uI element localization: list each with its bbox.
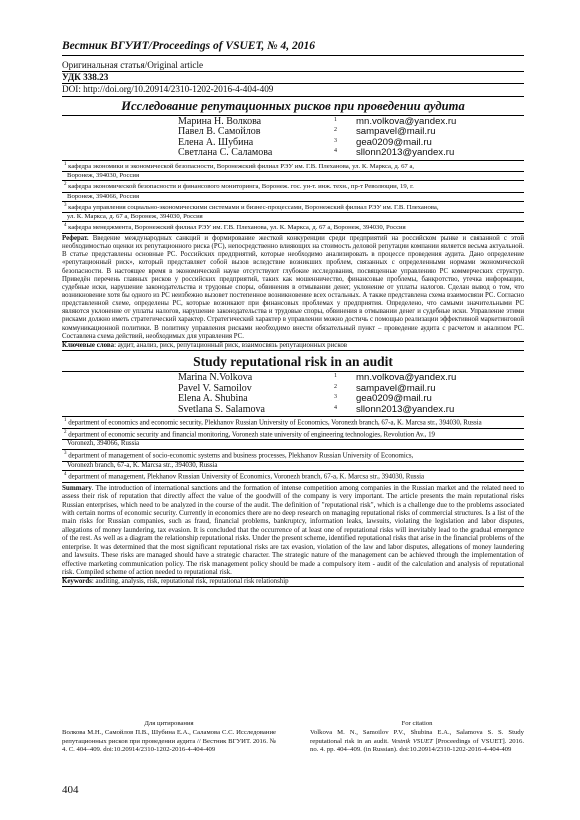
- author-sup: 3: [334, 137, 337, 144]
- affiliations-en: [62, 416, 524, 483]
- author-row: [178, 405, 524, 415]
- author-name: Svetlana S. Salamova: [178, 403, 265, 415]
- author-name: Марина Н. Волкова: [178, 116, 262, 127]
- article-title-ru: Исследование репутационных рисков при проведении аудита: [62, 96, 524, 116]
- keywords-text-ru: : аудит, анализ, риск, репутационный риск, взаимосвязь репутационных рисков: [114, 341, 348, 349]
- affiliation-line: Воронеж, 394030, Россия: [62, 172, 524, 181]
- abstract-label-en: Summary: [62, 483, 92, 492]
- author-name: Елена А. Шубина: [178, 136, 254, 148]
- citation-text-ru: Волкова М.Н., Самойлов П.В., Шубина Е.А., Саламова С.С. Исследование репутационных рисков при проведении аудита // Вестник ВГУИТ. 2016. № 4. С. 404–409. doi:10.20914/2310-1202-2016-4-404-409: [62, 729, 276, 753]
- author-email[interactable]: gea0209@mail.ru: [356, 393, 432, 405]
- keywords-en: [62, 578, 524, 588]
- article-type: Оригинальная статья/Original article: [62, 60, 524, 72]
- citation-heading-ru: Для цитирования: [144, 720, 194, 727]
- abstract-en: [62, 483, 524, 578]
- affiliation-line: $^1$ кафедра экономики и экономической безопасности, Воронежский филиал РЭУ им. Г.В. Плеханова, ул. К. Маркса, д. 67 а,: [62, 161, 524, 172]
- citation-en: [310, 720, 524, 754]
- affiliation-sup: 2: [64, 182, 67, 188]
- author-email[interactable]: sampavel@mail.ru: [356, 126, 436, 138]
- author-name: Elena A. Shubina: [178, 393, 248, 405]
- author-email[interactable]: gea0209@mail.ru: [356, 136, 432, 148]
- author-email[interactable]: sllonn2013@yandex.ru: [356, 403, 455, 415]
- author-name: Marina N.Volkova: [178, 372, 253, 384]
- affiliation-sup: 1: [64, 161, 67, 167]
- affiliation-sup: 4: [64, 223, 67, 229]
- author-name: Pavel V. Samoilov: [178, 382, 252, 394]
- affiliation-sup: 3: [64, 202, 67, 208]
- affiliation-sup: 4: [64, 471, 67, 477]
- affiliation-line: Воронеж, 394066, Россия: [62, 193, 524, 202]
- author-email[interactable]: sllonn2013@yandex.ru: [356, 147, 455, 159]
- author-email[interactable]: mn.volkova@yandex.ru: [356, 372, 457, 384]
- author-sup: 2: [334, 127, 337, 134]
- affiliation-sup: 2: [64, 429, 67, 435]
- doi[interactable]: DOI: http://doi.org/10.20914/2310-1202-2016-4-404-409: [62, 84, 274, 94]
- affiliation-line: $^2$ кафедра экономической безопасности и финансового мониторинга, Воронеж. гос. ун-т. инж. техн., пр-т Революции, 19, г.: [62, 181, 524, 192]
- journal-header: Вестник ВГУИТ/Proceedings of VSUET, № 4, 2016: [62, 40, 524, 56]
- affiliation-line: $^3$ department of management of socio-economic systems and business processes, Plekhanov Russian University of Economics,: [62, 450, 524, 462]
- affiliation-sup: 1: [64, 418, 67, 424]
- author-row: [178, 148, 524, 158]
- udk: УДК 338.23: [62, 72, 524, 84]
- author-email[interactable]: sampavel@mail.ru: [356, 382, 436, 394]
- author-sup: 1: [334, 117, 337, 123]
- page-number: 404: [62, 784, 79, 796]
- author-sup: 2: [334, 383, 337, 390]
- author-email[interactable]: mn.volkova@yandex.ru: [356, 116, 457, 127]
- citation-text-en: Volkova M. N., Samoilov P.V., Shubina E.A., Salamova S. S. Study reputational risk in an audit. Vestnik VSUET [Proceedings of VSUET]. 2016. no. 4. pp. 404–409. (in Russian). doi:10.20914/2310-1202-2016-4-404-409: [310, 729, 525, 753]
- keywords-label-ru: Ключевые слова: [62, 341, 115, 349]
- author-sup: 4: [334, 148, 337, 155]
- abstract-label-ru: Реферат.: [62, 234, 89, 242]
- article-page: [62, 40, 524, 587]
- abstract-ru: [62, 234, 524, 342]
- abstract-text-en: . The introduction of international sanctions and the formation of intense competition among companies in the Russian market and the related need to assess their risk of reputation that directly affect the value of the goodwill of the company is very important. The article presents the main reputational risks Russian enterprises, which need to be analyzed in the course of the audit. The definition of "reputational risk", which is a challenge due to the problems associated with certain norms of economic security. Currently in economics there are no deep research on managing reputational risks of commercial structures. Is a list of the main risks for Russian companies, such as fraud, financial problems, bankruptcy, information leaks, lawsuits, violating the legislation and labor disputes, allegations of money laundering, tax evasion. It is concluded that the occurrence of at least one of reputational risks will inevitably lead to the gradual emergence of the rest. As well as a diagram the relationship reputational risks. Under the present scheme, identified reputational risks that arise in the financial problems of the enterprise. It was determined that the most significant reputational risks are tax evasion, violation of the law and labor disputes, allegations of money laundering and lawsuits. These risks are managed should have a strategic character. The strategic nature of the management can be achieved through the implementation of effective marketing communication policy. The risk management policy should be made a compulsory item - audit of the calculation and analysis of reputational risk. Compiled scheme of action needed to reputational risk.: [62, 483, 524, 577]
- author-name: Светлана С. Саламова: [178, 147, 273, 159]
- affiliation-line: $^1$ department of economics and economic security, Plekhanov Russian University of Economics, Voronezh branch, 67-a, K. Marcsa str., 394030, Russia: [62, 417, 524, 429]
- author-sup: 3: [334, 394, 337, 401]
- keywords-ru: [62, 342, 524, 352]
- author-sup: 1: [334, 373, 337, 380]
- affiliations-ru: [62, 160, 524, 234]
- author-sup: 4: [334, 404, 337, 411]
- authors-en: [178, 373, 524, 415]
- affiliation-line: $^4$ department of management, Plekhanov Russian University of Economics, Voronezh branch, 67-a, K. Marcsa str., 394030, Russia: [62, 471, 524, 483]
- article-title-en: Study reputational risk in an audit: [62, 352, 524, 372]
- authors-ru: [178, 117, 524, 159]
- affiliation-line: $^3$ кафедра управления социально-экономическими системами и бизнес-процессами, Воронежский филиал РЭУ им. Г.В. Плеханова,: [62, 202, 524, 213]
- keywords-text-en: : auditing, analysis, risk, reputational risk, reputational risk relationship: [91, 577, 289, 585]
- abstract-text-ru: Введение международных санкций и формирование жесткой конкуренции среди предприятий на российском рынке и связанной с этой необходимостью оценки их репутационного риска (РС), непосредственно влияющих на стоимость деловой репутации компании является весьма актуальной. В статье представлены основные РС. Российских предприятий, которые необходимо анализировать в процессе проведения аудита. Дано определение «репутационный риск», который представляет собой вызов вследствие возникших проблем, связанных с определенными нормами экономической безопасности. В настоящее время в экономической науке отсутствуют глубокие исследования, посвященные управлению РС коммерческих структур. Приведён перечень главных рисков у российских предприятий, таких как мошенничество, финансовые проблемы, банкротство, утечка информации, судебные иски, нарушение законодательства и трудовые споры, обвинения в отмывании денег, уклонение от уплаты налогов. Сделан вывод о том, что возникновение хотя бы одного из РС неизбежно вызовет постепенное возникновение всех остальных. А также представлена схема взаимосвязи РС. Согласно представленной схеме, определены РС, которые возникают при финансовых проблемах у предприятия. Определено, что самыми значительными РС являются уклонение от уплаты налогов, нарушение законодательства и трудовые споры, обвинения в отмывании денег и судебные иски. Управление этими рисками должно иметь стратегический характер. Стратегический характер в управлении можно достичь с помощью реализации эффективной маркетинговой коммуникационной политики. В политику управления рисками необходимо внести обязательный пункт – проведение аудита с расчетом и анализом РС. Составлена схема действий, необходимых для управления РС.: [62, 234, 524, 340]
- affiliation-line: ул. К. Маркса, д. 67 а, Воронеж, 394030, Россия: [62, 213, 524, 222]
- keywords-label-en: Keywords: [62, 577, 92, 585]
- affiliation-line: Voronezh, 394066, Russia: [62, 440, 524, 449]
- author-name: Павел В. Самойлов: [178, 126, 261, 138]
- affiliation-line: $^2$ department of economic security and financial monitoring, Voronezh state university of engineering technologies, Revolution Av., 19: [62, 429, 524, 441]
- affiliation-line: Voronezh branch, 67-a, K. Marcsa str., 394030, Russia: [62, 462, 524, 471]
- citation-ru: [62, 720, 276, 754]
- citation-heading-en: For citation: [401, 720, 433, 727]
- affiliation-line: $^4$ кафедра менеджмента, Воронежский филиал РЭУ им. Г.В. Плеханова, ул. К. Маркса, д. 67 а, Воронеж, 394030, Россия: [62, 222, 524, 233]
- affiliation-sup: 3: [64, 450, 67, 456]
